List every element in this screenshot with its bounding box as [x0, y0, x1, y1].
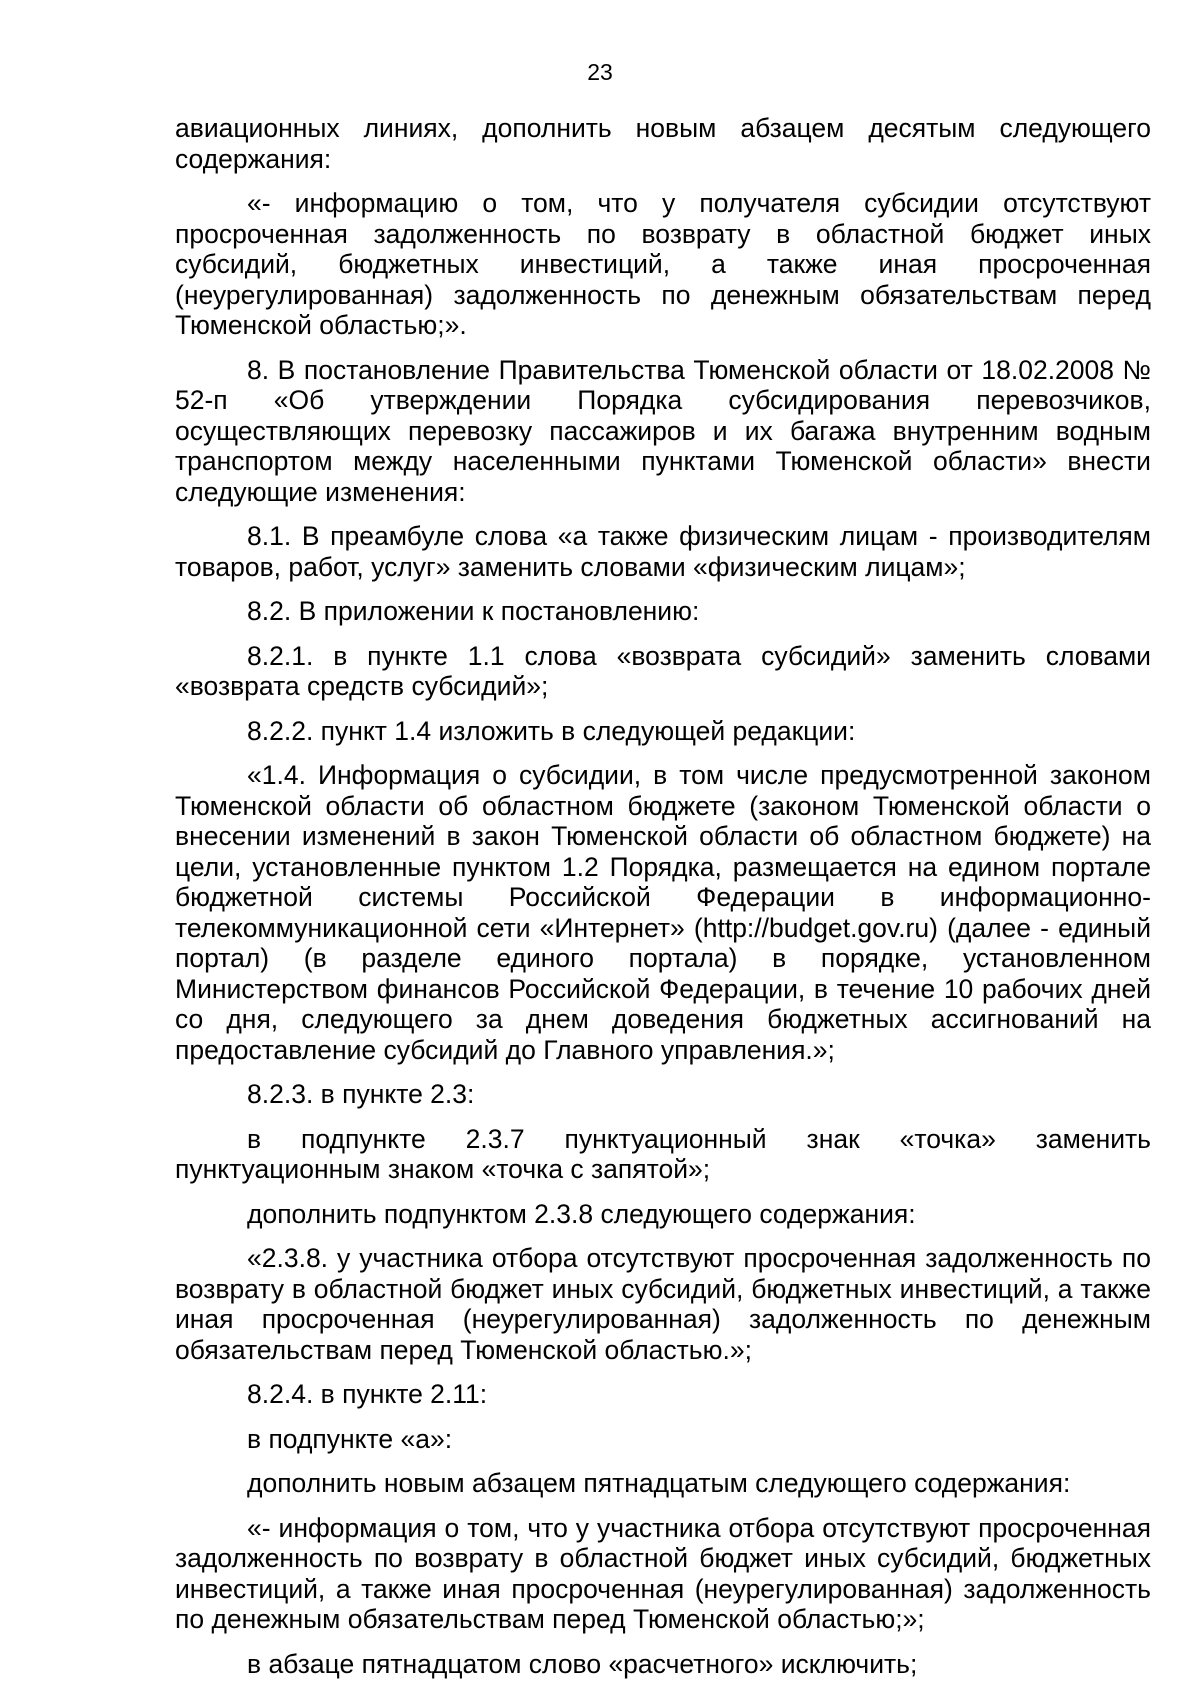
paragraph-quoted-fifteenth: «- информация о том, что у участника отбора отсутствуют просроченная задолженность по возврату в областной бюджет иных субсидий, бюджетных инвестиций, а также иная просроченная (неурегулированная) задолженность по денежным обязательствам перед Тюменской областью;»;	[175, 1512, 1151, 1634]
paragraph-subitem-2-3-7: в подпункте 2.3.7 пунктуационный знак «точка» заменить пунктуационным знаком «точка с запятой»;	[175, 1123, 1151, 1184]
document-body	[175, 113, 1151, 1693]
page-number: 23	[587, 59, 613, 85]
paragraph-item-8-2-1: 8.2.1. в пункте 1.1 слова «возврата субсидий» заменить словами «возврата средств субсидий»;	[175, 640, 1151, 701]
paragraph-item-8-2-4: 8.2.4. в пункте 2.11:	[247, 1379, 488, 1409]
paragraph-item-8: 8. В постановление Правительства Тюменской области от 18.02.2008 № 52-п «Об утверждении Порядка субсидирования перевозчиков, осуществляющих перевозку пассажиров и их багажа внутренним водным транспортом между населенными пунктами Тюменской области» внести следующие изменения:	[175, 354, 1151, 507]
paragraph-item-8-2-2: 8.2.2. пункт 1.4 изложить в следующей редакции:	[247, 715, 856, 746]
paragraph-item-8-2: 8.2. В приложении к постановлению:	[247, 596, 700, 626]
paragraph-quoted-amendment: «- информацию о том, что у получателя субсидии отсутствуют просроченная задолженность по возврату в областной бюджет иных субсидий, бюджетных инвестиций, а также иная просроченная (неурегулированная) задолженность по денежным обязательствам перед Тюменской областью;».	[175, 188, 1151, 340]
paragraph-quoted-item-1-4: «1.4. Информация о субсидии, в том числе предусмотренной законом Тюменской области об областном бюджете (законом Тюменской области о внесении изменений в закон Тюменской области об областном бюджете) на цели, установленные пунктом 1.2 Порядка, размещается на едином портале бюджетной системы Российской Федерации в информационно-телекоммуникационной сети «Интернет» (http://budget.gov.ru) (далее - единый портал) (в разделе единого портала) в порядке, установленном Министерством финансов Российской Федерации, в течение 10 рабочих дней со дня, следующего за днем доведения бюджетных ассигнований на предоставление субсидий до Главного управления.»;	[175, 760, 1151, 1065]
paragraph-add-subitem-2-3-8: дополнить подпунктом 2.3.8 следующего содержания:	[247, 1198, 916, 1229]
paragraph-subitem-a: в подпункте «а»:	[247, 1423, 453, 1454]
paragraph-add-fifteenth: дополнить новым абзацем пятнадцатым следующего содержания:	[247, 1468, 1071, 1498]
paragraph-item-8-2-3: 8.2.3. в пункте 2.3:	[247, 1079, 475, 1109]
paragraph-quoted-item-2-3-8: «2.3.8. у участника отбора отсутствуют просроченная задолженность по возврату в областной бюджет иных субсидий, бюджетных инвестиций, а также иная просроченная (неурегулированная) задолженность по денежным обязательствам перед Тюменской областью.»;	[175, 1243, 1151, 1365]
paragraph-item-8-1: 8.1. В преамбуле слова «а также физическим лицам - производителям товаров, работ, услуг» заменить словами «физическим лицам»;	[175, 521, 1151, 582]
paragraph-exclude-word: в абзаце пятнадцатом слово «расчетного» исключить;	[247, 1648, 918, 1679]
paragraph-continuation: авиационных линиях, дополнить новым абзацем десятым следующего содержания:	[175, 113, 1151, 174]
